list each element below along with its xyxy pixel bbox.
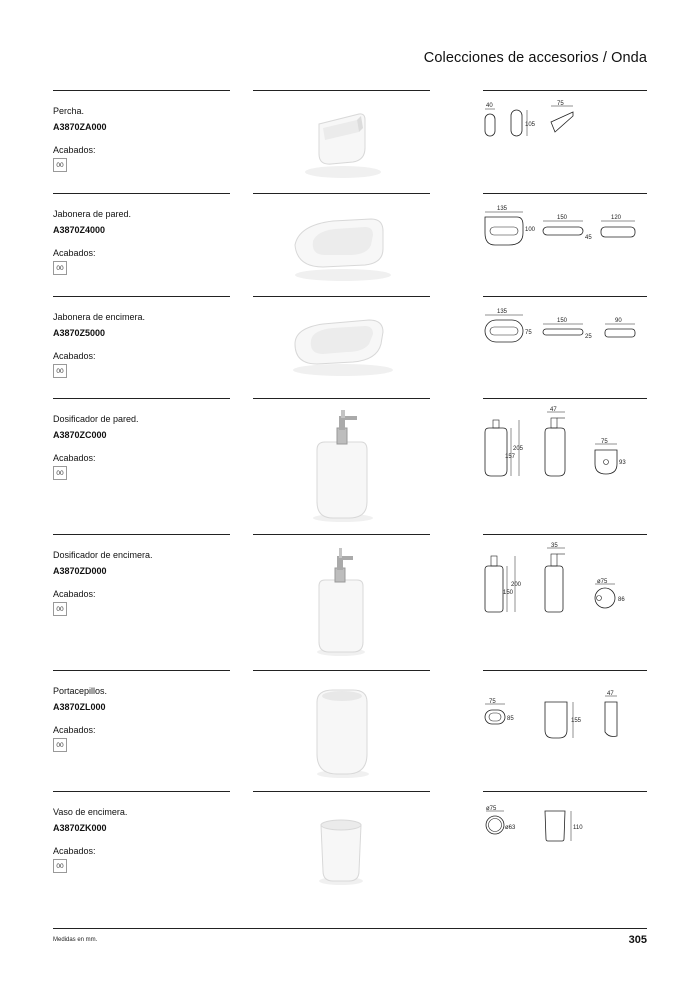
- product-code: A3870ZL000: [53, 702, 106, 712]
- divider: [53, 534, 230, 535]
- footer-divider: [53, 928, 647, 929]
- divider: [53, 398, 230, 399]
- divider: [483, 534, 647, 535]
- dim-height: 75: [525, 330, 532, 336]
- dim-depth: 85: [507, 716, 514, 722]
- dim-inner-diameter: ø63: [505, 825, 516, 831]
- divider: [53, 90, 230, 91]
- dim-width: 75: [601, 439, 608, 445]
- dim-side: 120: [611, 215, 622, 221]
- divider: [253, 296, 430, 297]
- product-name: Jabonera de pared.: [53, 209, 132, 219]
- product-photo-portacepillos: [253, 678, 430, 783]
- dim-depth: 93: [619, 460, 626, 466]
- technical-drawing-jabonera-pared: [481, 199, 647, 249]
- product-name: Vaso de encimera.: [53, 807, 128, 817]
- divider: [253, 90, 430, 91]
- technical-drawing-portacepillos: [481, 676, 647, 746]
- product-code: A3870ZD000: [53, 566, 107, 576]
- divider: [253, 534, 430, 535]
- technical-drawing-percha: [481, 96, 647, 146]
- divider: [253, 791, 430, 792]
- product-row-dosificador-encimera: [53, 534, 647, 669]
- finishes-label: Acabados:: [53, 846, 96, 856]
- product-photo-vaso: [253, 799, 430, 899]
- dim-height-total: 200: [511, 582, 522, 588]
- dim-depth: 75: [557, 101, 564, 107]
- dim-width: 40: [486, 103, 493, 109]
- dim-width: 135: [497, 206, 508, 212]
- dim-height-body: 150: [503, 590, 514, 596]
- dim-diameter: ø75: [597, 579, 608, 585]
- dim-width: 75: [489, 699, 496, 705]
- product-photo-dosificador-pared: [253, 406, 430, 526]
- divider: [253, 398, 430, 399]
- finish-swatch[interactable]: 00: [53, 466, 67, 480]
- technical-drawing-jabonera-encimera: [481, 302, 647, 352]
- technical-drawing-vaso: [481, 797, 647, 857]
- dim-spout: 35: [551, 543, 558, 549]
- divider: [253, 193, 430, 194]
- dim-height: 105: [525, 122, 536, 128]
- product-row-dosificador-pared: [53, 398, 647, 533]
- product-row-jabonera-pared: [53, 193, 647, 293]
- dim-spout: 47: [550, 407, 557, 413]
- product-code: A3870ZA000: [53, 122, 107, 132]
- dim-length: 150: [557, 318, 568, 324]
- dim-depth: 25: [585, 334, 592, 340]
- divider: [483, 670, 647, 671]
- divider: [483, 193, 647, 194]
- product-photo-jabonera-pared: [253, 201, 430, 286]
- product-code: A3870ZK000: [53, 823, 107, 833]
- product-row-vaso-encimera: [53, 791, 647, 911]
- finishes-label: Acabados:: [53, 351, 96, 361]
- finish-swatch[interactable]: 00: [53, 602, 67, 616]
- measurement-note: Medidas en mm.: [53, 937, 98, 943]
- divider: [483, 398, 647, 399]
- finish-swatch[interactable]: 00: [53, 738, 67, 752]
- finishes-label: Acabados:: [53, 453, 96, 463]
- divider: [53, 193, 230, 194]
- dim-height-total: 205: [513, 446, 524, 452]
- product-photo-dosificador-encimera: [253, 542, 430, 662]
- product-name: Portacepillos.: [53, 686, 108, 696]
- dim-side: 90: [615, 318, 622, 324]
- product-photo-jabonera-encimera: [253, 304, 430, 389]
- finish-swatch[interactable]: 00: [53, 364, 67, 378]
- dim-height: 155: [571, 718, 582, 724]
- product-photo-percha: [253, 98, 430, 183]
- dim-height: 100: [525, 227, 536, 233]
- finish-swatch[interactable]: 00: [53, 859, 67, 873]
- product-name: Percha.: [53, 106, 85, 116]
- dim-height: 110: [573, 825, 583, 831]
- page-number: 305: [628, 934, 647, 946]
- finishes-label: Acabados:: [53, 248, 96, 258]
- dim-depth: 86: [618, 597, 625, 603]
- dim-length: 150: [557, 215, 568, 221]
- dim-width: 135: [497, 309, 508, 315]
- finishes-label: Acabados:: [53, 145, 96, 155]
- product-name: Dosificador de pared.: [53, 414, 139, 424]
- finishes-label: Acabados:: [53, 725, 96, 735]
- product-name: Jabonera de encimera.: [53, 312, 146, 322]
- divider: [53, 296, 230, 297]
- product-row-percha: [53, 90, 647, 190]
- finish-swatch[interactable]: 00: [53, 158, 67, 172]
- dim-depth: 45: [585, 235, 592, 241]
- finishes-label: Acabados:: [53, 589, 96, 599]
- dim-height-body: 157: [505, 454, 516, 460]
- dim-profile: 47: [607, 691, 614, 697]
- divider: [483, 90, 647, 91]
- divider: [253, 670, 430, 671]
- product-code: A3870Z5000: [53, 328, 106, 338]
- product-row-jabonera-encimera: [53, 296, 647, 396]
- technical-drawing-dosificador-pared: [481, 404, 647, 484]
- product-code: A3870Z4000: [53, 225, 106, 235]
- product-code: A3870ZC000: [53, 430, 107, 440]
- divider: [53, 791, 230, 792]
- divider: [53, 670, 230, 671]
- divider: [483, 296, 647, 297]
- finish-swatch[interactable]: 00: [53, 261, 67, 275]
- divider: [483, 791, 647, 792]
- technical-drawing-dosificador-encimera: [481, 540, 647, 620]
- product-name: Dosificador de encimera.: [53, 550, 153, 560]
- page-title: Colecciones de accesorios / Onda: [423, 50, 647, 66]
- product-row-portacepillos: [53, 670, 647, 790]
- dim-outer-diameter: ø75: [486, 806, 497, 812]
